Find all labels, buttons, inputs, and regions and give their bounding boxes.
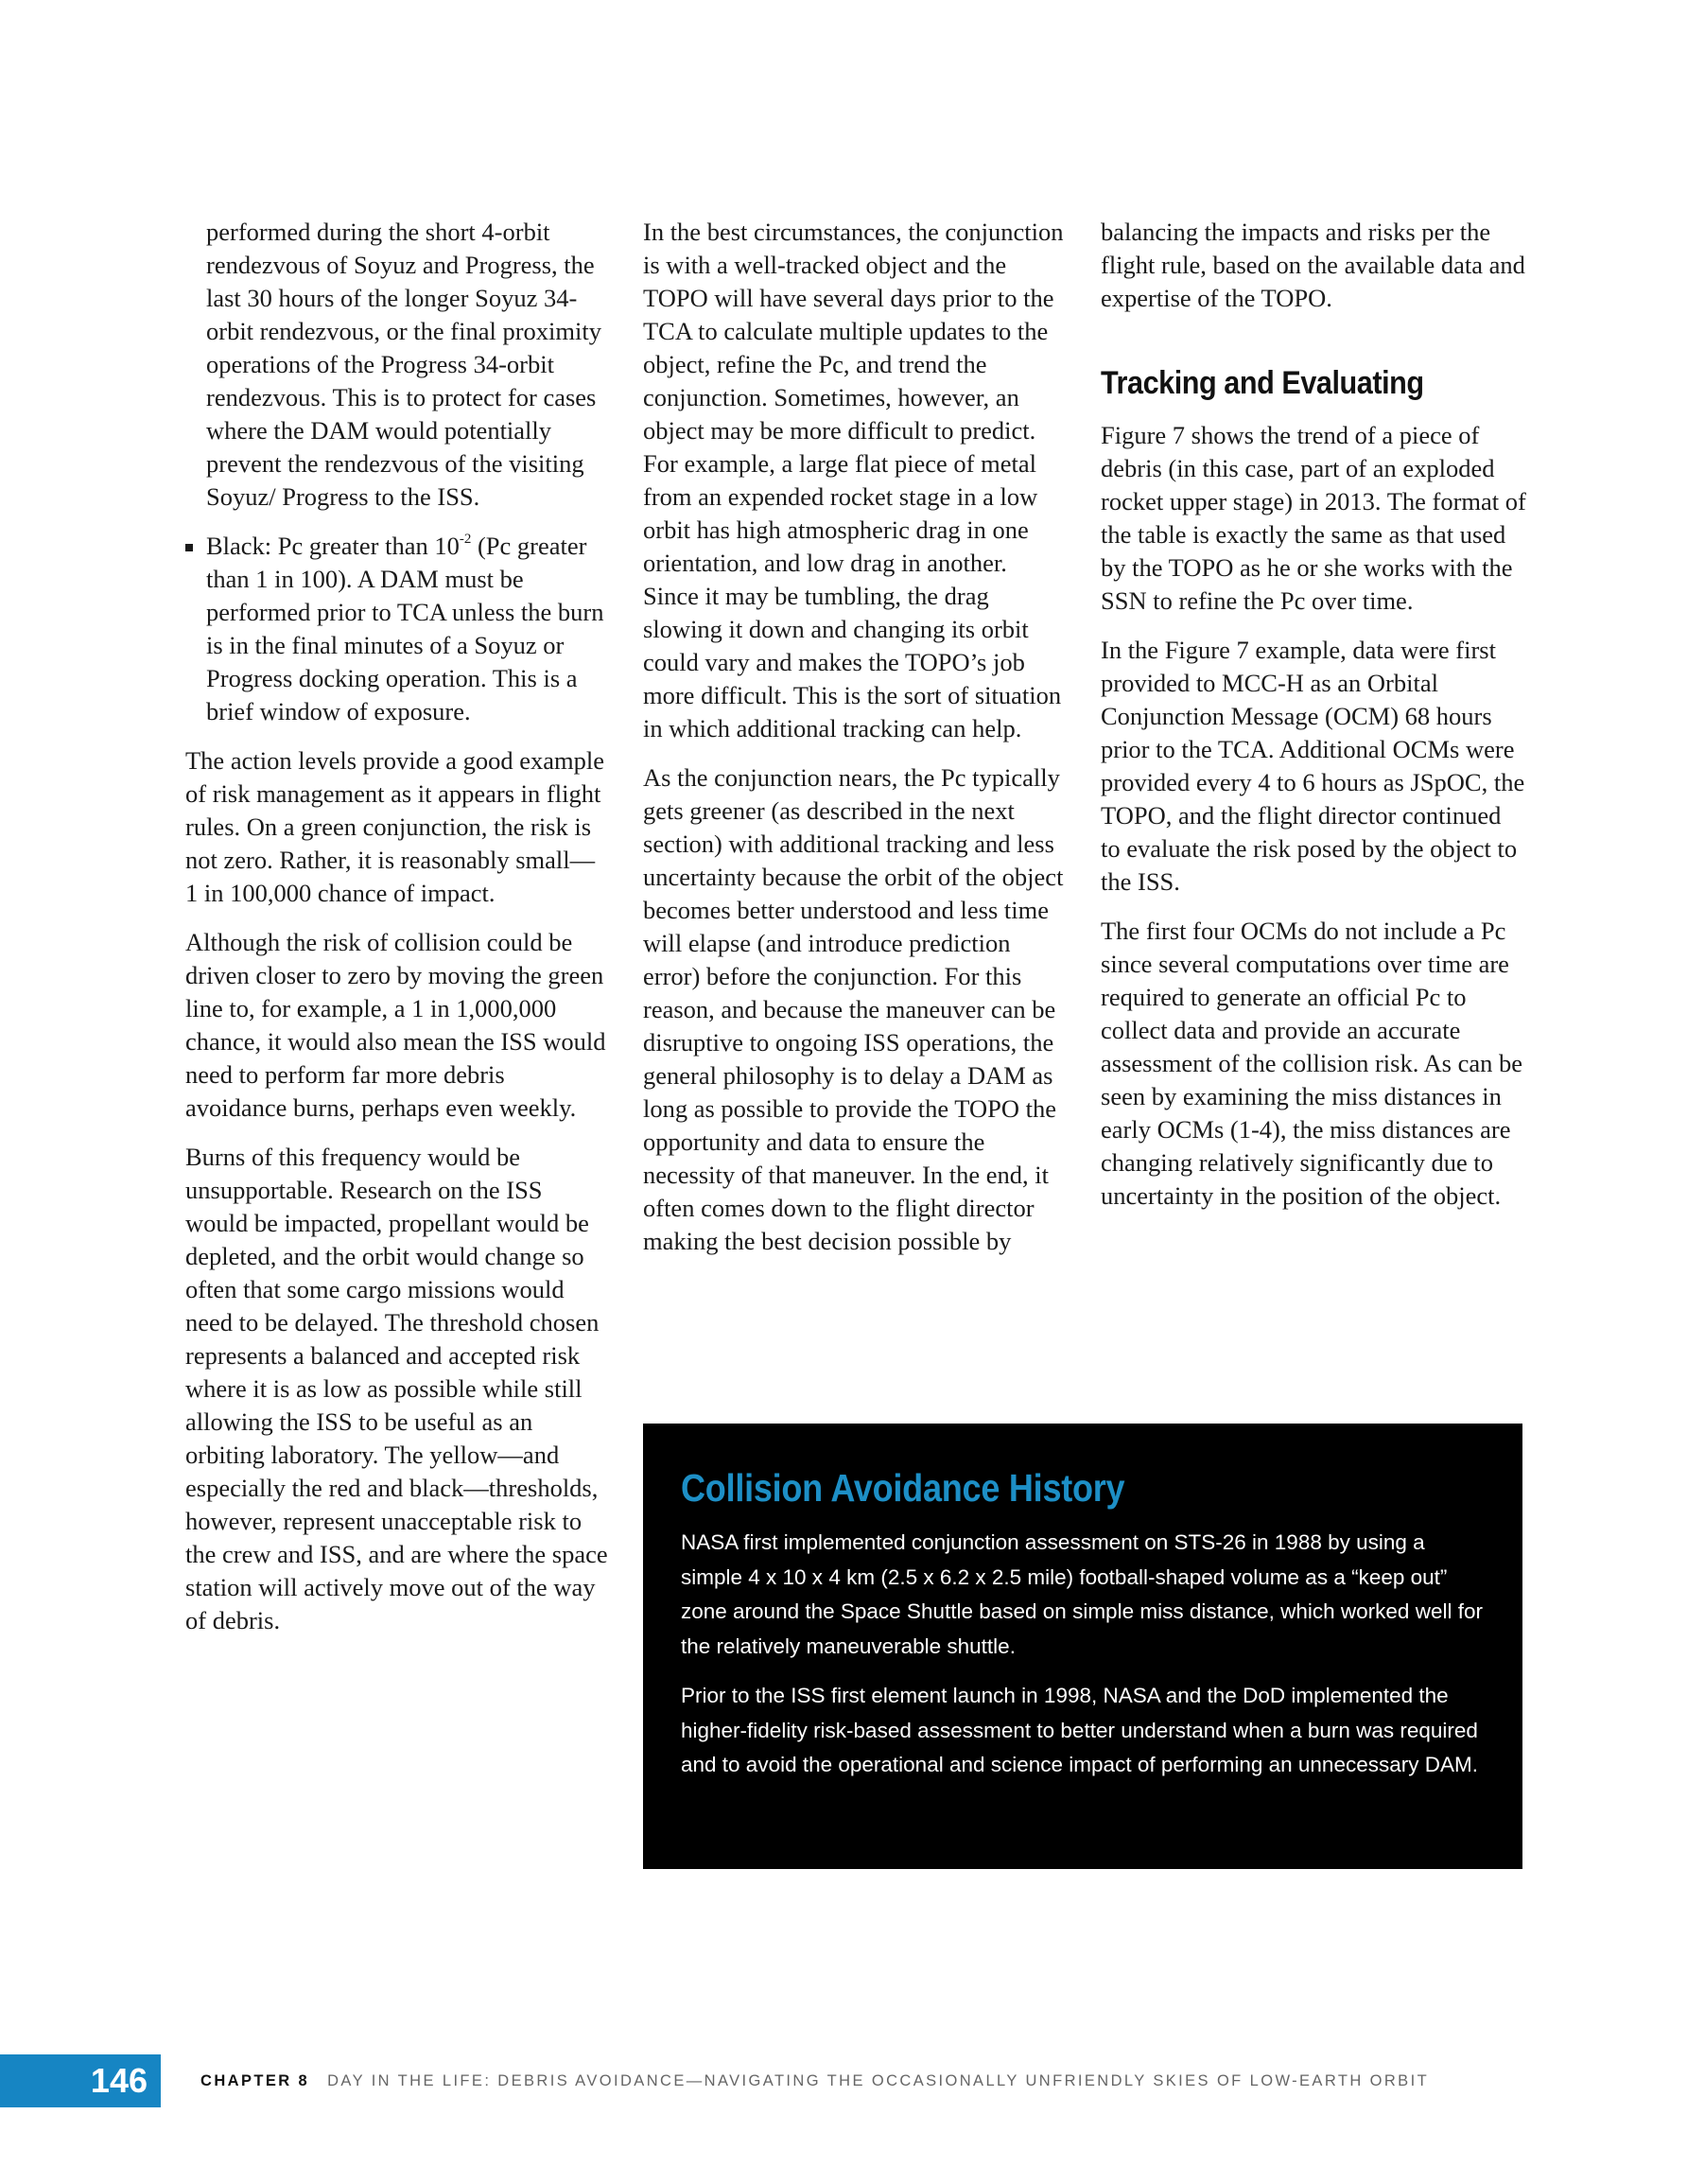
body-paragraph: In the Figure 7 example, data were first provided to MCC-H as an Orbital Conjunction Message (OCM) 68 hours prior to the TCA. Additional OCMs were provided every 4 to 6 hours as JSpOC, the TOPO, and the flight director continued to evaluate the risk posed by the object to the ISS. (1101, 636, 1525, 896)
column-3 (1101, 216, 1526, 1229)
sidebar-title: Collision Avoidance History (681, 1466, 1125, 1510)
body-paragraph: Figure 7 shows the trend of a piece of debris (in this case, part of an exploded rocket upper stage) in 2013. The format of the table is exactly the same as that used by the TOPO as he or she works with the SSN to refine the Pc over time. (1101, 421, 1526, 615)
bullet-item-black (185, 530, 611, 728)
body-paragraph: The action levels provide a good example of risk management as it appears in flight rules. On a green conjunction, the risk is not zero. Rather, it is reasonably small— 1 in 100,000 chance of impact. (185, 746, 604, 907)
running-footer (200, 2070, 1429, 2092)
paragraph-continuation: balancing the impacts and risks per the flight rule, based on the available data and expertise of the TOPO. (1101, 218, 1525, 312)
bullet-black-exponent: -2 (459, 532, 472, 547)
body-paragraph: Burns of this frequency would be unsupportable. Research on the ISS would be impacted, propellant would be depleted, and the orbit would change so often that some cargo missions would need to be delayed. The threshold chosen represents a balanced and accepted risk where it is as low as possible while still allowing the ISS to be useful as an orbiting laboratory. The yellow—and especially the red and black—thresholds, however, represent unacceptable risk to the crew and ISS, and are where the space station will actively move out of the way of debris. (185, 1143, 608, 1634)
section-heading: Tracking and Evaluating (1101, 365, 1424, 401)
sidebar-paragraph: Prior to the ISS first element launch in 1998, NASA and the DoD implemented the higher-fidelity risk-based assessment to better understand when a burn was required and to avoid the operational and science impact of performing an unnecessary DAM. (681, 1684, 1478, 1776)
body-paragraph: The first four OCMs do not include a Pc since several computations over time are required to generate an official Pc to collect data and provide an accurate assessment of the collision risk. As can be seen by examining the miss distances in early OCMs (1-4), the miss distances are changing relatively significantly due to uncertainty in the position of the object. (1101, 917, 1523, 1210)
square-bullet-icon (185, 544, 193, 551)
sidebar-paragraph: NASA first implemented conjunction assessment on STS-26 in 1988 by using a simple 4 x 10 x 4 km (2.5 x 6.2 x 2.5 mile) football-shaped volume as a “keep out” zone around the Space Shuttle based on simple miss distance, which worked well for the relatively maneuverable shuttle. (681, 1530, 1483, 1658)
body-paragraph: In the best circumstances, the conjunction is with a well-tracked object and the TOPO will have several days prior to the TCA to calculate multiple updates to the object, refine the Pc, and trend the conjunction. Sometimes, however, an object may be more difficult to predict. For example, a large flat piece of metal from an expended rocket stage in a low orbit has high atmospheric drag in one orientation, and low drag in another. Since it may be tumbling, the drag slowing it down and changing its orbit could vary and makes the TOPO’s job more difficult. This is the sort of situation in which additional tracking can help. (643, 218, 1064, 743)
column-1 (185, 216, 611, 1653)
bullet-black-prefix: Black: Pc greater than 10 (206, 532, 460, 560)
bullet-continuation: performed during the short 4-orbit rendezvous of Soyuz and Progress, the last 30 hours of the longer Soyuz 34-orbit rendezvous, or the final proximity operations of the Progress 34-orbit rendezvous. This is to protect for cases where the DAM would potentially prevent the rendezvous of the visiting Soyuz/ Progress to the ISS. (206, 218, 602, 511)
bullet-black-suffix: (Pc greater than 1 in 100). A DAM must be performed prior to TCA unless the burn is in the final minutes of a Soyuz or Progress docking operation. This is a brief window of exposure. (206, 532, 604, 725)
collision-avoidance-history-sidebar (643, 1424, 1522, 1869)
page-number: 146 (0, 2054, 161, 2107)
column-2 (643, 216, 1069, 1274)
body-paragraph: As the conjunction nears, the Pc typically gets greener (as described in the next section) with additional tracking and less uncertainty because the orbit of the object becomes better understood and less time will elapse (and introduce prediction error) before the conjunction. For this reason, and because the maneuver can be disruptive to ongoing ISS operations, the general philosophy is to delay a DAM as long as possible to provide the TOPO the opportunity and data to ensure the necessity of that maneuver. In the end, it often comes down to the flight director making the best decision possible by (643, 763, 1064, 1255)
body-paragraph: Although the risk of collision could be driven closer to zero by moving the green line to, for example, a 1 in 1,000,000 chance, it would also mean the ISS would need to perform far more debris avoidance burns, perhaps even weekly. (185, 928, 606, 1122)
footer-chapter-title: DAY IN THE LIFE: DEBRIS AVOIDANCE—NAVIGATING THE OCCASIONALLY UNFRIENDLY SKIES OF LOW-EARTH ORBIT (327, 2072, 1430, 2089)
footer-chapter-label: CHAPTER 8 (200, 2072, 310, 2089)
